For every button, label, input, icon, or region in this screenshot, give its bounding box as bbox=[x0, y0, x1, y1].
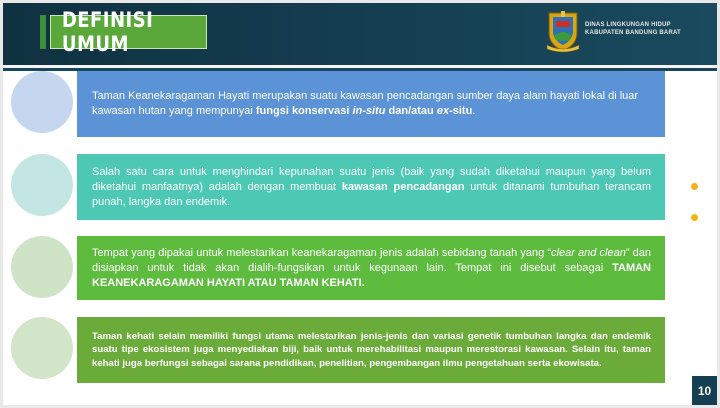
card-3-circle bbox=[11, 236, 73, 298]
card-3-text-part: Tempat yang dipakai untuk melestarikan keanekaragaman jenis adalah sebidang tanah yang “ bbox=[92, 246, 552, 259]
card-2-text-end: untuk ditanami tumbuhan terancam punah, langka dan endemik. bbox=[92, 180, 651, 208]
card-4-circle bbox=[11, 317, 73, 379]
card-1-text-italic-2: ex- bbox=[436, 105, 453, 117]
agency-line-1: DINAS LINGKUNGAN HIDUP bbox=[585, 22, 671, 28]
card-1-box bbox=[77, 71, 665, 137]
card-3-text-italic: clear and clean bbox=[551, 246, 626, 259]
agency-name bbox=[585, 21, 715, 37]
page-title: DEFINISI UMUM bbox=[61, 8, 154, 56]
card-1-text bbox=[92, 89, 651, 119]
card-3-text bbox=[92, 246, 651, 291]
card-2-text bbox=[92, 165, 651, 210]
card-1-text-part: Taman Keanekaragaman Hayati merupakan suatu kawasan pencadangan sumber daya alam hayati lokal di luar kawasan hutan yang mempunyai bbox=[92, 90, 639, 117]
card-4-box bbox=[77, 317, 665, 383]
card-2-box bbox=[77, 154, 665, 220]
agency-line-2: KABUPATEN BANDUNG BARAT bbox=[585, 30, 681, 36]
card-1-text-end: . bbox=[472, 105, 476, 117]
card-1-text-bold-3: situ bbox=[452, 105, 473, 117]
decorative-dot-2 bbox=[691, 214, 698, 221]
decorative-dot-1 bbox=[691, 183, 698, 190]
card-2-text-part: Salah satu cara untuk menghindari kepunahan suatu jenis (baik yang sudah diketahui maupun yang belum diketahui manfaatnya) adalah dengan membuat bbox=[92, 165, 651, 193]
title-accent-bar bbox=[40, 15, 46, 49]
kabupaten-bandung-barat-emblem-icon bbox=[545, 9, 581, 53]
card-3-box bbox=[77, 236, 665, 300]
card-2-circle bbox=[11, 154, 73, 216]
card-2-text-bold: kawasan pencadangan bbox=[341, 180, 465, 193]
card-3-text-mid: ” dan disiapkan untuk tidak akan dialih-fungsikan untuk kegunaan lain. Tempat ini disebut sebagai bbox=[92, 246, 651, 274]
card-4-text: Taman kehati selain memiliki fungsi utama melestarikan jenis-jenis dan variasi genetik tumbuhan langka dan endemik suatu tipe ekosistem juga menyediakan biji, baik untuk merehabilitasi maupun merestorasi kawasan. Selain itu, taman kehati juga berfungsi sebagai sarana pendidikan, penelitian, pengembangan ilmu pengetahuan serta ekowisata. bbox=[92, 330, 651, 369]
slide bbox=[3, 3, 717, 405]
title-box bbox=[50, 8, 207, 56]
card-1-text-italic: in-situ bbox=[352, 105, 386, 117]
card-3-text-bold: TAMAN KEANEKARAGAMAN HAYATI ATAU TAMAN KEHATI. bbox=[92, 261, 651, 289]
card-1-circle bbox=[11, 71, 73, 133]
card-1-text-bold-2: dan/atau bbox=[385, 105, 437, 117]
card-1-text-bold: fungsi konservasi bbox=[255, 105, 353, 117]
page-number: 10 bbox=[692, 376, 717, 405]
